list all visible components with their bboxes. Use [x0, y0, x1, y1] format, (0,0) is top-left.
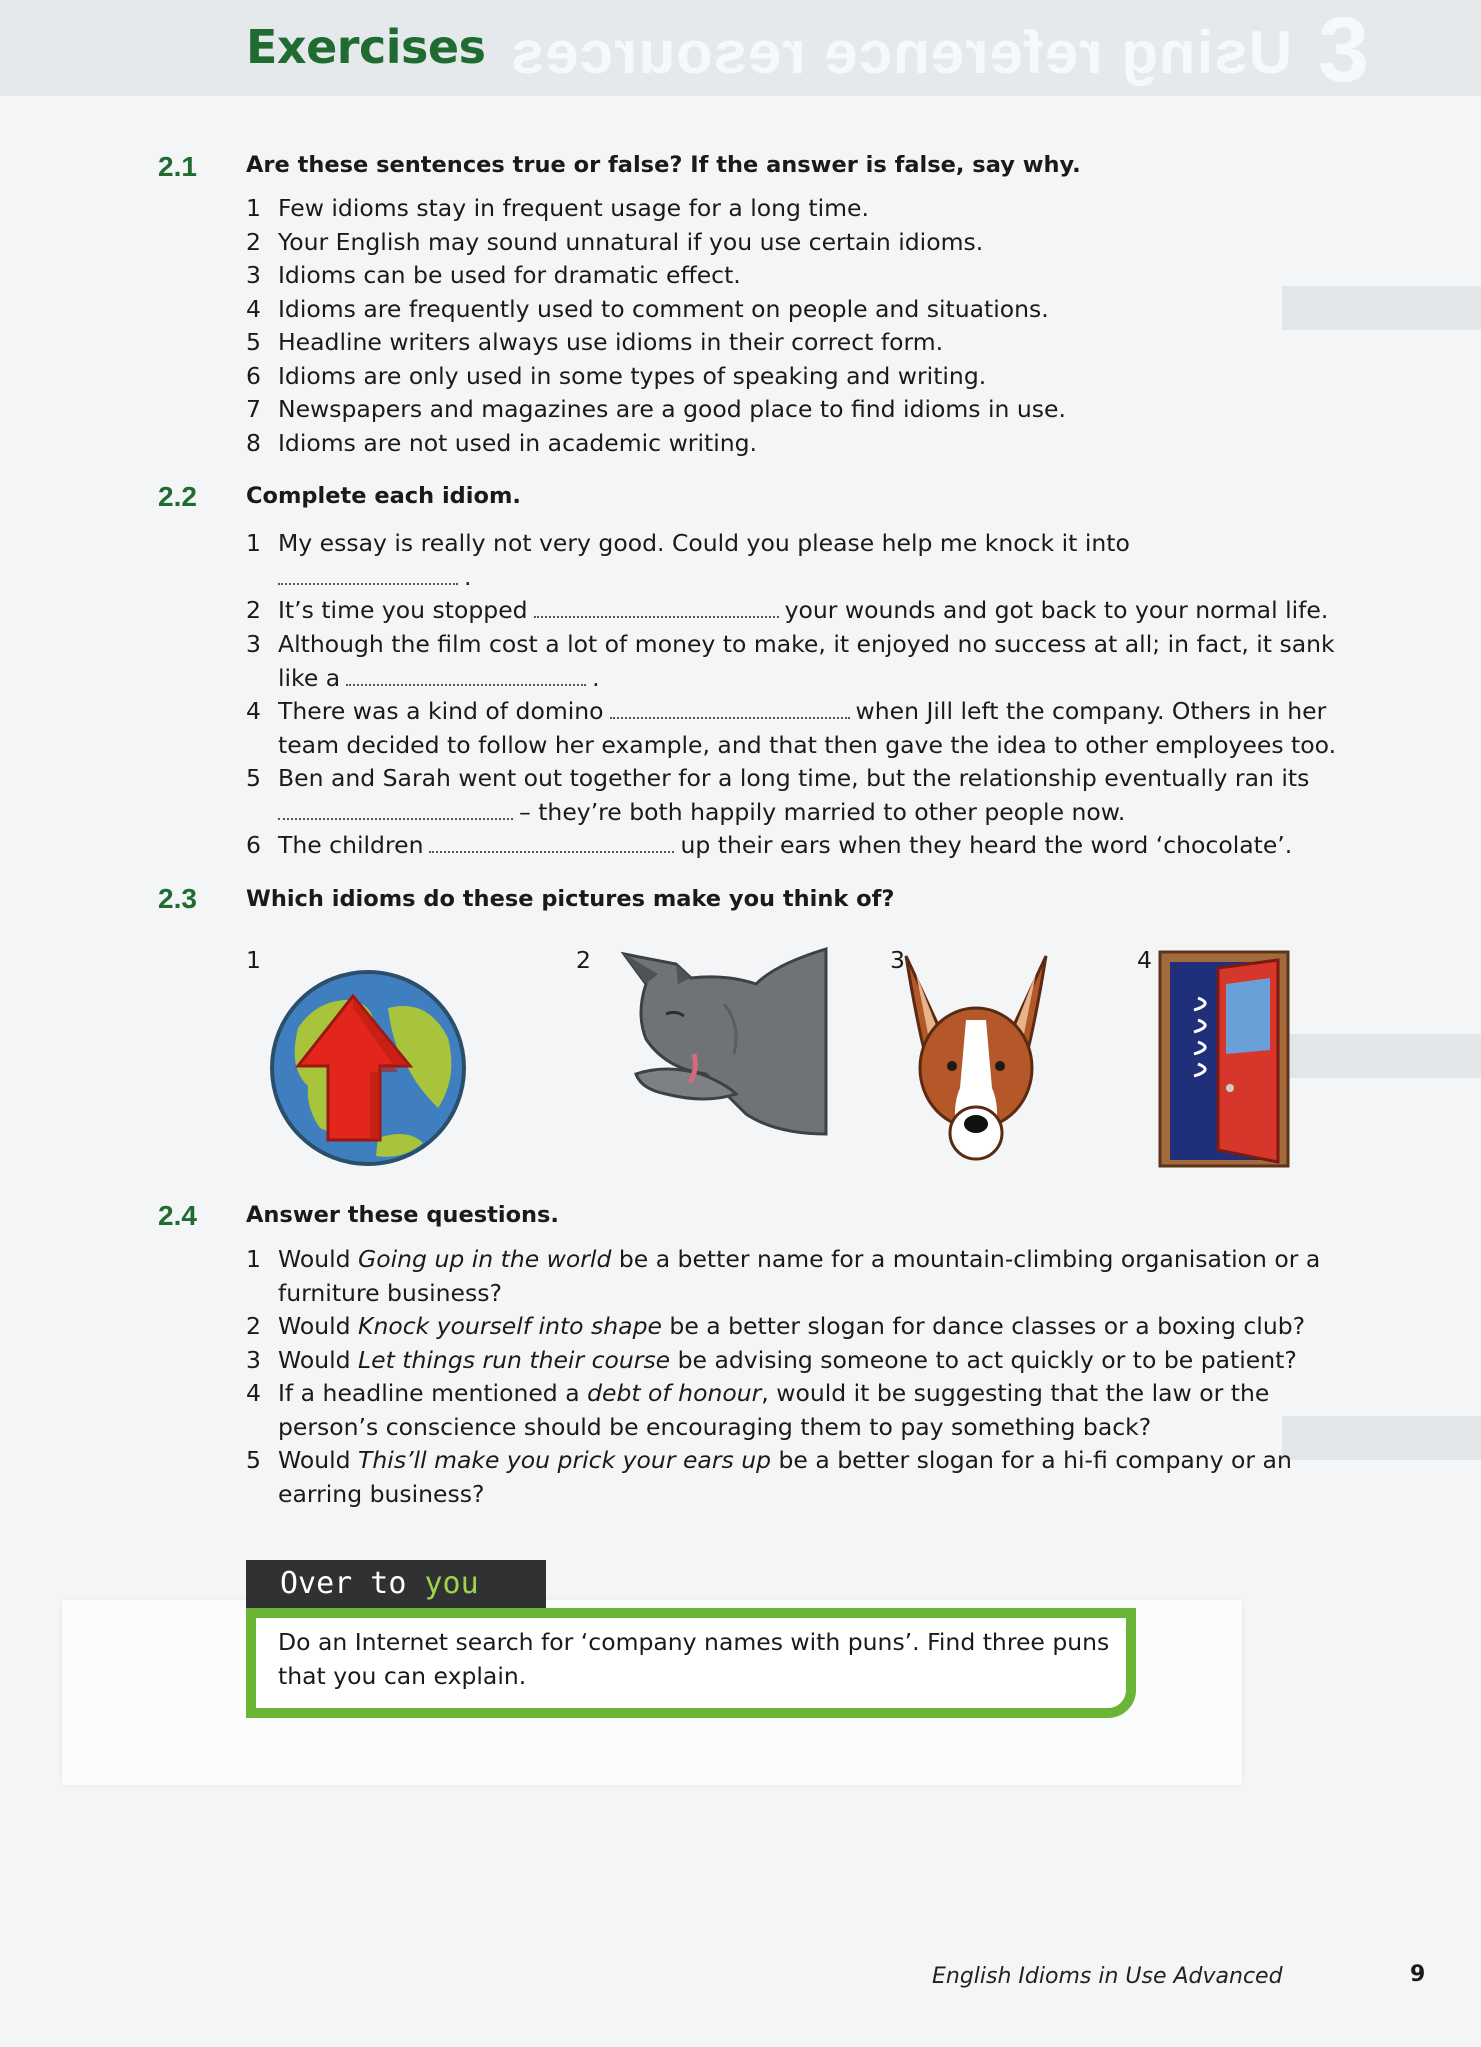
item-number: 8 — [246, 429, 261, 457]
item-text: Would — [278, 1346, 359, 1374]
list-item — [246, 1310, 1366, 1344]
item-text: Idioms can be used for dramatic effect. — [278, 261, 741, 289]
over-to-you-label-accent: you — [424, 1566, 479, 1601]
item-number: 1 — [246, 529, 261, 557]
idiom-text: debt of honour — [587, 1379, 762, 1407]
item-number: 4 — [246, 1379, 261, 1407]
item-number: 4 — [246, 697, 261, 725]
unit-ghost-number: 3 — [1318, 0, 1370, 101]
over-to-you-label-text: Over to — [280, 1566, 425, 1601]
page-title: Exercises — [246, 20, 486, 74]
item-text: My essay is really not very good. Could you please help me knock it into — [278, 529, 1130, 557]
exercise-number: 2.3 — [158, 883, 197, 914]
item-number: 7 — [246, 395, 261, 423]
item-number: 5 — [246, 764, 261, 792]
exercise-number: 2.2 — [158, 481, 197, 512]
item-number: 3 — [246, 630, 261, 658]
item-text: If a headline mentioned a — [278, 1379, 588, 1407]
picture-number: 1 — [246, 946, 261, 974]
picture-number: 3 — [890, 946, 905, 974]
item-number: 2 — [246, 596, 261, 624]
item-text: . — [464, 562, 472, 591]
item-number: 1 — [246, 194, 261, 222]
dog-ears-pricked-icon — [896, 948, 1056, 1172]
list-item — [246, 594, 1366, 628]
item-text: , would it be suggesting that the law or the person’s conscience should be encouraging them to pay something back? — [278, 1379, 1270, 1441]
idiom-text: This’ll make you prick your ears up — [358, 1446, 772, 1474]
item-text: when Jill left the company. Others in her team decided to follow her example, and that then gave the idea to other employees too. — [278, 697, 1337, 759]
item-text: be a better slogan for a hi-fi company or an earring business? — [278, 1446, 1292, 1508]
globe-with-up-arrow-icon — [258, 968, 482, 1168]
exercise-instruction: Complete each idiom. — [246, 483, 521, 509]
idiom-text: Knock yourself into shape — [358, 1312, 662, 1340]
exercise-number: 2.4 — [158, 1200, 197, 1231]
item-text: Headline writers always use idioms in their correct form. — [278, 328, 944, 356]
list-item — [246, 293, 1366, 327]
item-text: Idioms are only used in some types of speaking and writing. — [278, 362, 987, 390]
item-number: 5 — [246, 1446, 261, 1474]
answer-blank[interactable] — [278, 800, 513, 820]
list-item — [246, 1344, 1366, 1378]
item-number: 3 — [246, 261, 261, 289]
answer-blank[interactable] — [534, 598, 779, 618]
picture-number: 4 — [1137, 946, 1152, 974]
item-number: 2 — [246, 1312, 261, 1340]
list-item — [246, 259, 1366, 293]
list-item — [246, 192, 1366, 226]
item-number: 3 — [246, 1346, 261, 1374]
list-item — [246, 1243, 1366, 1310]
item-text: up their ears when they heard the word ‘chocolate’. — [680, 831, 1293, 859]
item-text: be advising someone to act quickly or to be patient? — [670, 1346, 1297, 1374]
page-number: 9 — [1410, 1962, 1426, 1987]
exercise-instruction: Answer these questions. — [246, 1202, 559, 1228]
item-number: 6 — [246, 831, 261, 859]
header-band — [0, 0, 1481, 101]
item-text: There was a kind of domino — [278, 697, 604, 725]
item-text: . — [592, 663, 600, 692]
item-text: Few idioms stay in frequent usage for a long time. — [278, 194, 869, 222]
cat-licking-wound-icon — [606, 944, 830, 1144]
item-text: It’s time you stopped — [278, 596, 528, 624]
list-item — [246, 427, 1366, 461]
list-item — [246, 1377, 1366, 1444]
item-number: 5 — [246, 328, 261, 356]
list-item — [246, 829, 1366, 863]
unit-ghost-title: Using reference resources — [510, 19, 1293, 86]
open-door-icon — [1158, 950, 1290, 1168]
item-number: 6 — [246, 362, 261, 390]
list-item — [246, 360, 1366, 394]
item-number: 2 — [246, 228, 261, 256]
answer-blank[interactable] — [429, 833, 674, 853]
item-text: The children — [278, 831, 424, 859]
idiom-text: Going up in the world — [358, 1245, 612, 1273]
item-text: Newspapers and magazines are a good place to find idioms in use. — [278, 395, 1066, 423]
item-text: Would — [278, 1446, 359, 1474]
list-item — [246, 628, 1366, 695]
picture-number: 2 — [576, 946, 591, 974]
exercise-number: 2.1 — [158, 151, 197, 182]
list-item — [246, 326, 1366, 360]
item-text: Would — [278, 1245, 359, 1273]
answer-blank[interactable] — [278, 565, 458, 585]
answer-blank[interactable] — [346, 666, 586, 686]
idiom-text: Let things run their course — [358, 1346, 671, 1374]
item-text: Idioms are not used in academic writing. — [278, 429, 758, 457]
footer-book-title: English Idioms in Use Advanced — [932, 1964, 1283, 1989]
exercise-instruction: Which idioms do these pictures make you think of? — [246, 886, 895, 912]
exercise-instruction: Are these sentences true or false? If the answer is false, say why. — [246, 152, 1081, 178]
item-number: 1 — [246, 1245, 261, 1273]
show-through-tab — [1282, 1034, 1481, 1078]
list-item — [246, 393, 1366, 427]
list-item — [246, 695, 1366, 762]
answer-blank[interactable] — [610, 699, 850, 719]
item-text: Although the film cost a lot of money to make, it enjoyed no success at all; in fact, it sank like a — [278, 630, 1335, 692]
item-text: – they’re both happily married to other people now. — [519, 797, 1126, 826]
item-number: 4 — [246, 295, 261, 323]
list-item — [246, 527, 1366, 594]
item-text: Would — [278, 1312, 359, 1340]
item-text: Idioms are frequently used to comment on people and situations. — [278, 295, 1049, 323]
over-to-you-label — [246, 1560, 546, 1608]
item-text: be a better name for a mountain-climbing organisation or a furniture business? — [278, 1245, 1321, 1307]
list-item — [246, 226, 1366, 260]
item-text: Your English may sound unnatural if you use certain idioms. — [278, 228, 984, 256]
over-to-you-text: Do an Internet search for ‘company names with puns’. Find three puns that you can explain. — [278, 1628, 1110, 1690]
item-text: be a better slogan for dance classes or a boxing club? — [661, 1312, 1306, 1340]
list-item — [246, 1444, 1366, 1511]
item-text: Ben and Sarah went out together for a long time, but the relationship eventually ran its — [278, 764, 1310, 792]
list-item — [246, 762, 1366, 829]
item-text: your wounds and got back to your normal life. — [784, 596, 1329, 624]
